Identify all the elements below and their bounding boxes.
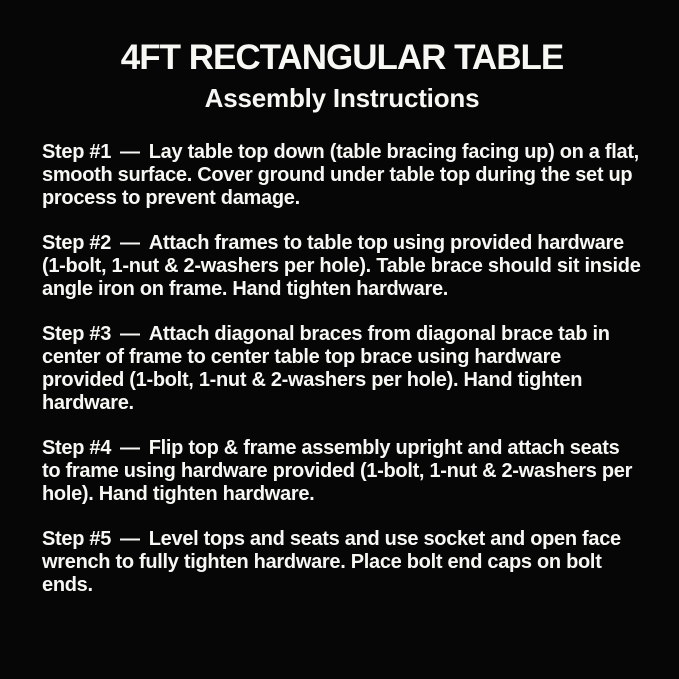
step-5-label: Step #5: [42, 527, 112, 550]
step-2-paragraph: [42, 232, 642, 301]
step-4-dash: —: [120, 436, 140, 459]
step-3-dash: —: [120, 322, 140, 345]
step-2-label: Step #2: [42, 231, 112, 254]
step-1-text: Lay table top down (table bracing facing up) on a flat, smooth surface. Cover ground under table top during the set up process to prevent damage.: [42, 140, 639, 209]
step-4-label: Step #4: [42, 436, 112, 459]
step-4-text: Flip top & frame assembly upright and attach seats to frame using hardware provided (1-bolt, 1-nut & 2-washers per hole). Hand tighten hardware.: [42, 436, 633, 505]
step-1-paragraph: [42, 141, 642, 210]
step-5-dash: —: [120, 527, 140, 550]
steps-list: [42, 141, 642, 597]
step-2-text: Attach frames to table top using provided hardware (1-bolt, 1-nut & 2-washers per hole). Table brace should sit inside angle iron on frame. Hand tighten hardware.: [42, 231, 641, 300]
step-1-dash: —: [120, 140, 140, 163]
step-4-paragraph: [42, 437, 642, 506]
step-2-dash: —: [120, 231, 140, 254]
step-3-paragraph: [42, 323, 642, 415]
step-5-text: Level tops and seats and use socket and open face wrench to fully tighten hardware. Place bolt end caps on bolt ends.: [42, 527, 621, 596]
page-subtitle: Assembly Instructions: [204, 83, 480, 113]
page-title: 4FT RECTANGULAR TABLE: [120, 38, 564, 77]
step-3-text: Attach diagonal braces from diagonal brace tab in center of frame to center table top brace using hardware provided (1-bolt, 1-nut & 2-washers per hole). Hand tighten hardware.: [42, 322, 610, 414]
step-1-label: Step #1: [42, 140, 112, 163]
step-3-label: Step #3: [42, 322, 112, 345]
step-5-paragraph: [42, 528, 642, 597]
